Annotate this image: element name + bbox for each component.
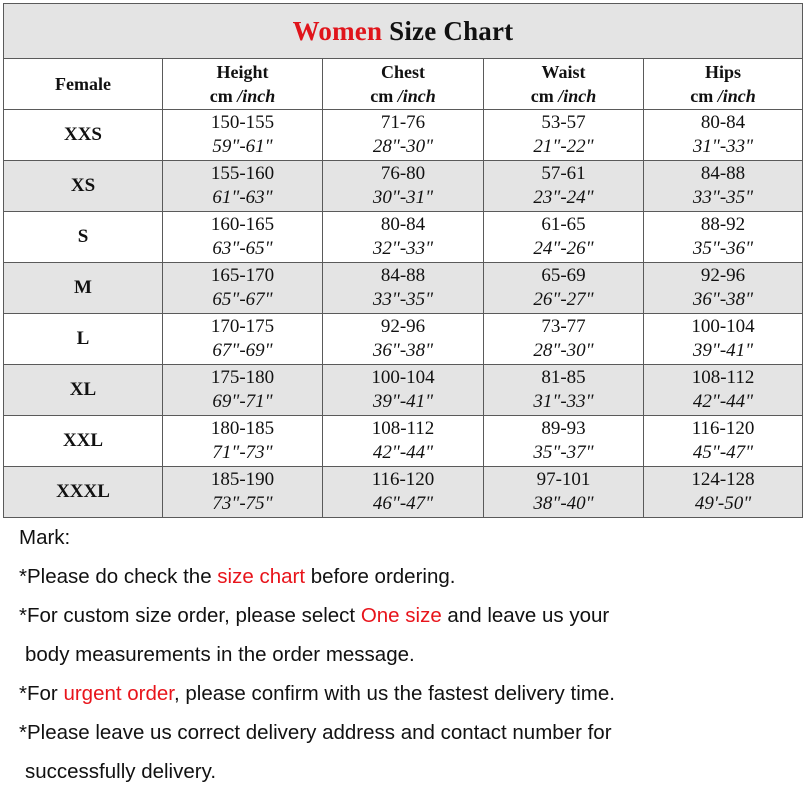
size-label: S <box>4 212 163 263</box>
height-cm-value: 155-160 <box>210 163 275 184</box>
height-inch-value: 67"-69" <box>212 340 273 361</box>
size-label: L <box>4 314 163 365</box>
size-chart-table <box>3 3 803 518</box>
waist-cm-value: 61-65 <box>541 214 586 235</box>
column-header-hips <box>644 59 803 110</box>
waist-cm-value: 97-101 <box>536 469 591 490</box>
column-header-chest <box>323 59 484 110</box>
note-custom-size <box>19 601 799 640</box>
waist-cell <box>484 161 644 212</box>
column-header-label: Hips <box>705 62 742 82</box>
waist-inch-value: 31"-33" <box>533 391 594 412</box>
height-cm-value: 185-190 <box>210 469 275 490</box>
chest-cell <box>323 416 484 467</box>
waist-inch-value: 23"-24" <box>533 187 594 208</box>
chest-inch-value: 28"-30" <box>372 136 434 157</box>
unit-cm-label: cm <box>530 86 559 106</box>
note-size-chart <box>19 562 799 601</box>
hips-cm-value: 92-96 <box>700 265 746 286</box>
unit-inch-label: /inch <box>558 86 597 106</box>
table-row <box>4 416 803 467</box>
chest-inch-value: 36"-38" <box>372 340 434 361</box>
chest-cell <box>323 365 484 416</box>
note-delivery-address-cont: successfully delivery. <box>25 760 217 783</box>
hips-cell <box>644 416 803 467</box>
hips-cell <box>644 212 803 263</box>
waist-cell <box>484 212 644 263</box>
waist-inch-value: 21"-22" <box>533 136 594 157</box>
waist-cm-value: 53-57 <box>541 112 586 133</box>
chest-cm-value: 116-120 <box>371 469 435 490</box>
size-label: XXXL <box>4 467 163 518</box>
height-cell <box>163 212 323 263</box>
hips-inch-value: 36"-38" <box>692 289 754 310</box>
note-urgent-order <box>19 679 799 718</box>
height-cell <box>163 161 323 212</box>
table-row <box>4 263 803 314</box>
chest-cell <box>323 314 484 365</box>
hips-cm-value: 88-92 <box>700 214 746 235</box>
hips-cm-value: 84-88 <box>700 163 746 184</box>
column-header-label: Chest <box>381 62 425 82</box>
waist-inch-value: 26"-27" <box>533 289 594 310</box>
waist-inch-value: 38"-40" <box>533 493 594 514</box>
chest-cell <box>323 161 484 212</box>
hips-inch-value: 33"-35" <box>692 187 754 208</box>
height-inch-value: 61"-63" <box>212 187 273 208</box>
size-label: XXS <box>4 110 163 161</box>
notes-heading: Mark: <box>19 526 71 549</box>
hips-cm-value: 100-104 <box>691 316 755 337</box>
chest-cm-value: 100-104 <box>371 367 435 388</box>
height-inch-value: 69"-71" <box>212 391 273 412</box>
note-highlight: urgent order <box>63 682 174 705</box>
chart-title-accent: Women <box>292 16 383 46</box>
unit-inch-label: /inch <box>237 86 276 106</box>
column-header-height <box>163 59 323 110</box>
waist-cm-value: 73-77 <box>541 316 586 337</box>
column-header-female <box>4 59 163 110</box>
unit-cm-label: cm <box>690 86 718 106</box>
height-inch-value: 71"-73" <box>212 442 273 463</box>
unit-cm-label: cm <box>209 86 238 106</box>
hips-inch-value: 49'-50" <box>694 493 752 514</box>
height-cm-value: 175-180 <box>210 367 275 388</box>
chest-cell <box>323 467 484 518</box>
note-custom-size-cont: body measurements in the order message. <box>25 643 415 666</box>
chart-title-rest: Size Chart <box>382 16 514 46</box>
hips-inch-value: 39"-41" <box>692 340 754 361</box>
height-inch-value: 63"-65" <box>212 238 273 259</box>
chest-cm-value: 80-84 <box>380 214 426 235</box>
note-delivery-address: *Please leave us correct delivery address and contact number for <box>19 721 612 744</box>
chest-cm-value: 71-76 <box>380 112 426 133</box>
waist-cell <box>484 467 644 518</box>
chest-inch-value: 32"-33" <box>372 238 434 259</box>
height-cell <box>163 416 323 467</box>
table-row <box>4 161 803 212</box>
height-cell <box>163 467 323 518</box>
hips-cm-value: 124-128 <box>691 469 755 490</box>
chest-inch-value: 33"-35" <box>372 289 434 310</box>
hips-cell <box>644 467 803 518</box>
waist-cell <box>484 416 644 467</box>
height-inch-value: 65"-67" <box>212 289 273 310</box>
note-text: before ordering. <box>305 565 456 588</box>
table-row <box>4 467 803 518</box>
unit-inch-label: /inch <box>397 86 436 106</box>
hips-cm-value: 80-84 <box>700 112 746 133</box>
hips-cell <box>644 314 803 365</box>
chart-title <box>4 4 803 59</box>
chest-inch-value: 46"-47" <box>372 493 434 514</box>
height-cm-value: 165-170 <box>210 265 275 286</box>
height-inch-value: 59"-61" <box>212 136 273 157</box>
waist-cell <box>484 314 644 365</box>
size-label: XS <box>4 161 163 212</box>
waist-cm-value: 89-93 <box>541 418 586 439</box>
hips-inch-value: 42"-44" <box>692 391 754 412</box>
note-text: *Please do check the <box>19 565 218 588</box>
height-cm-value: 180-185 <box>210 418 275 439</box>
height-cm-value: 160-165 <box>210 214 275 235</box>
height-cell <box>163 110 323 161</box>
height-inch-value: 73"-75" <box>212 493 273 514</box>
waist-cm-value: 65-69 <box>541 265 586 286</box>
waist-inch-value: 28"-30" <box>533 340 594 361</box>
notes-section <box>19 523 799 796</box>
table-row <box>4 212 803 263</box>
chest-cell <box>323 110 484 161</box>
column-header-label: Female <box>55 74 111 94</box>
unit-cm-label: cm <box>370 86 398 106</box>
waist-cell <box>484 263 644 314</box>
chest-cm-value: 84-88 <box>380 265 426 286</box>
note-highlight: size chart <box>217 565 306 588</box>
note-text: *For <box>19 682 64 705</box>
note-highlight: One size <box>360 604 442 627</box>
column-header-waist <box>484 59 644 110</box>
size-rows <box>4 110 803 518</box>
waist-cell <box>484 110 644 161</box>
table-row <box>4 365 803 416</box>
waist-cm-value: 81-85 <box>541 367 586 388</box>
note-text: *For custom size order, please select <box>19 604 361 627</box>
chest-cm-value: 92-96 <box>380 316 426 337</box>
hips-cell <box>644 161 803 212</box>
hips-cell <box>644 263 803 314</box>
hips-inch-value: 35"-36" <box>692 238 754 259</box>
waist-inch-value: 24"-26" <box>533 238 594 259</box>
note-text: and leave us your <box>441 604 610 627</box>
chest-cm-value: 108-112 <box>371 418 435 439</box>
height-cell <box>163 263 323 314</box>
chest-inch-value: 42"-44" <box>372 442 434 463</box>
chest-cm-value: 76-80 <box>380 163 426 184</box>
size-label: XXL <box>4 416 163 467</box>
chest-inch-value: 39"-41" <box>372 391 434 412</box>
hips-inch-value: 31"-33" <box>692 136 754 157</box>
table-row <box>4 110 803 161</box>
column-header-label: Waist <box>541 62 586 82</box>
chest-cell <box>323 263 484 314</box>
chest-inch-value: 30"-31" <box>372 187 434 208</box>
waist-cm-value: 57-61 <box>541 163 586 184</box>
height-cm-value: 150-155 <box>210 112 275 133</box>
waist-cell <box>484 365 644 416</box>
hips-cm-value: 116-120 <box>691 418 755 439</box>
size-label: XL <box>4 365 163 416</box>
height-cm-value: 170-175 <box>210 316 275 337</box>
hips-cm-value: 108-112 <box>691 367 755 388</box>
height-cell <box>163 314 323 365</box>
hips-cell <box>644 365 803 416</box>
column-header-label: Height <box>216 62 269 82</box>
waist-inch-value: 35"-37" <box>533 442 594 463</box>
height-cell <box>163 365 323 416</box>
size-label: M <box>4 263 163 314</box>
chest-cell <box>323 212 484 263</box>
hips-cell <box>644 110 803 161</box>
unit-inch-label: /inch <box>717 86 756 106</box>
note-text: , please confirm with us the fastest delivery time. <box>174 682 615 705</box>
hips-inch-value: 45"-47" <box>692 442 754 463</box>
table-row <box>4 314 803 365</box>
